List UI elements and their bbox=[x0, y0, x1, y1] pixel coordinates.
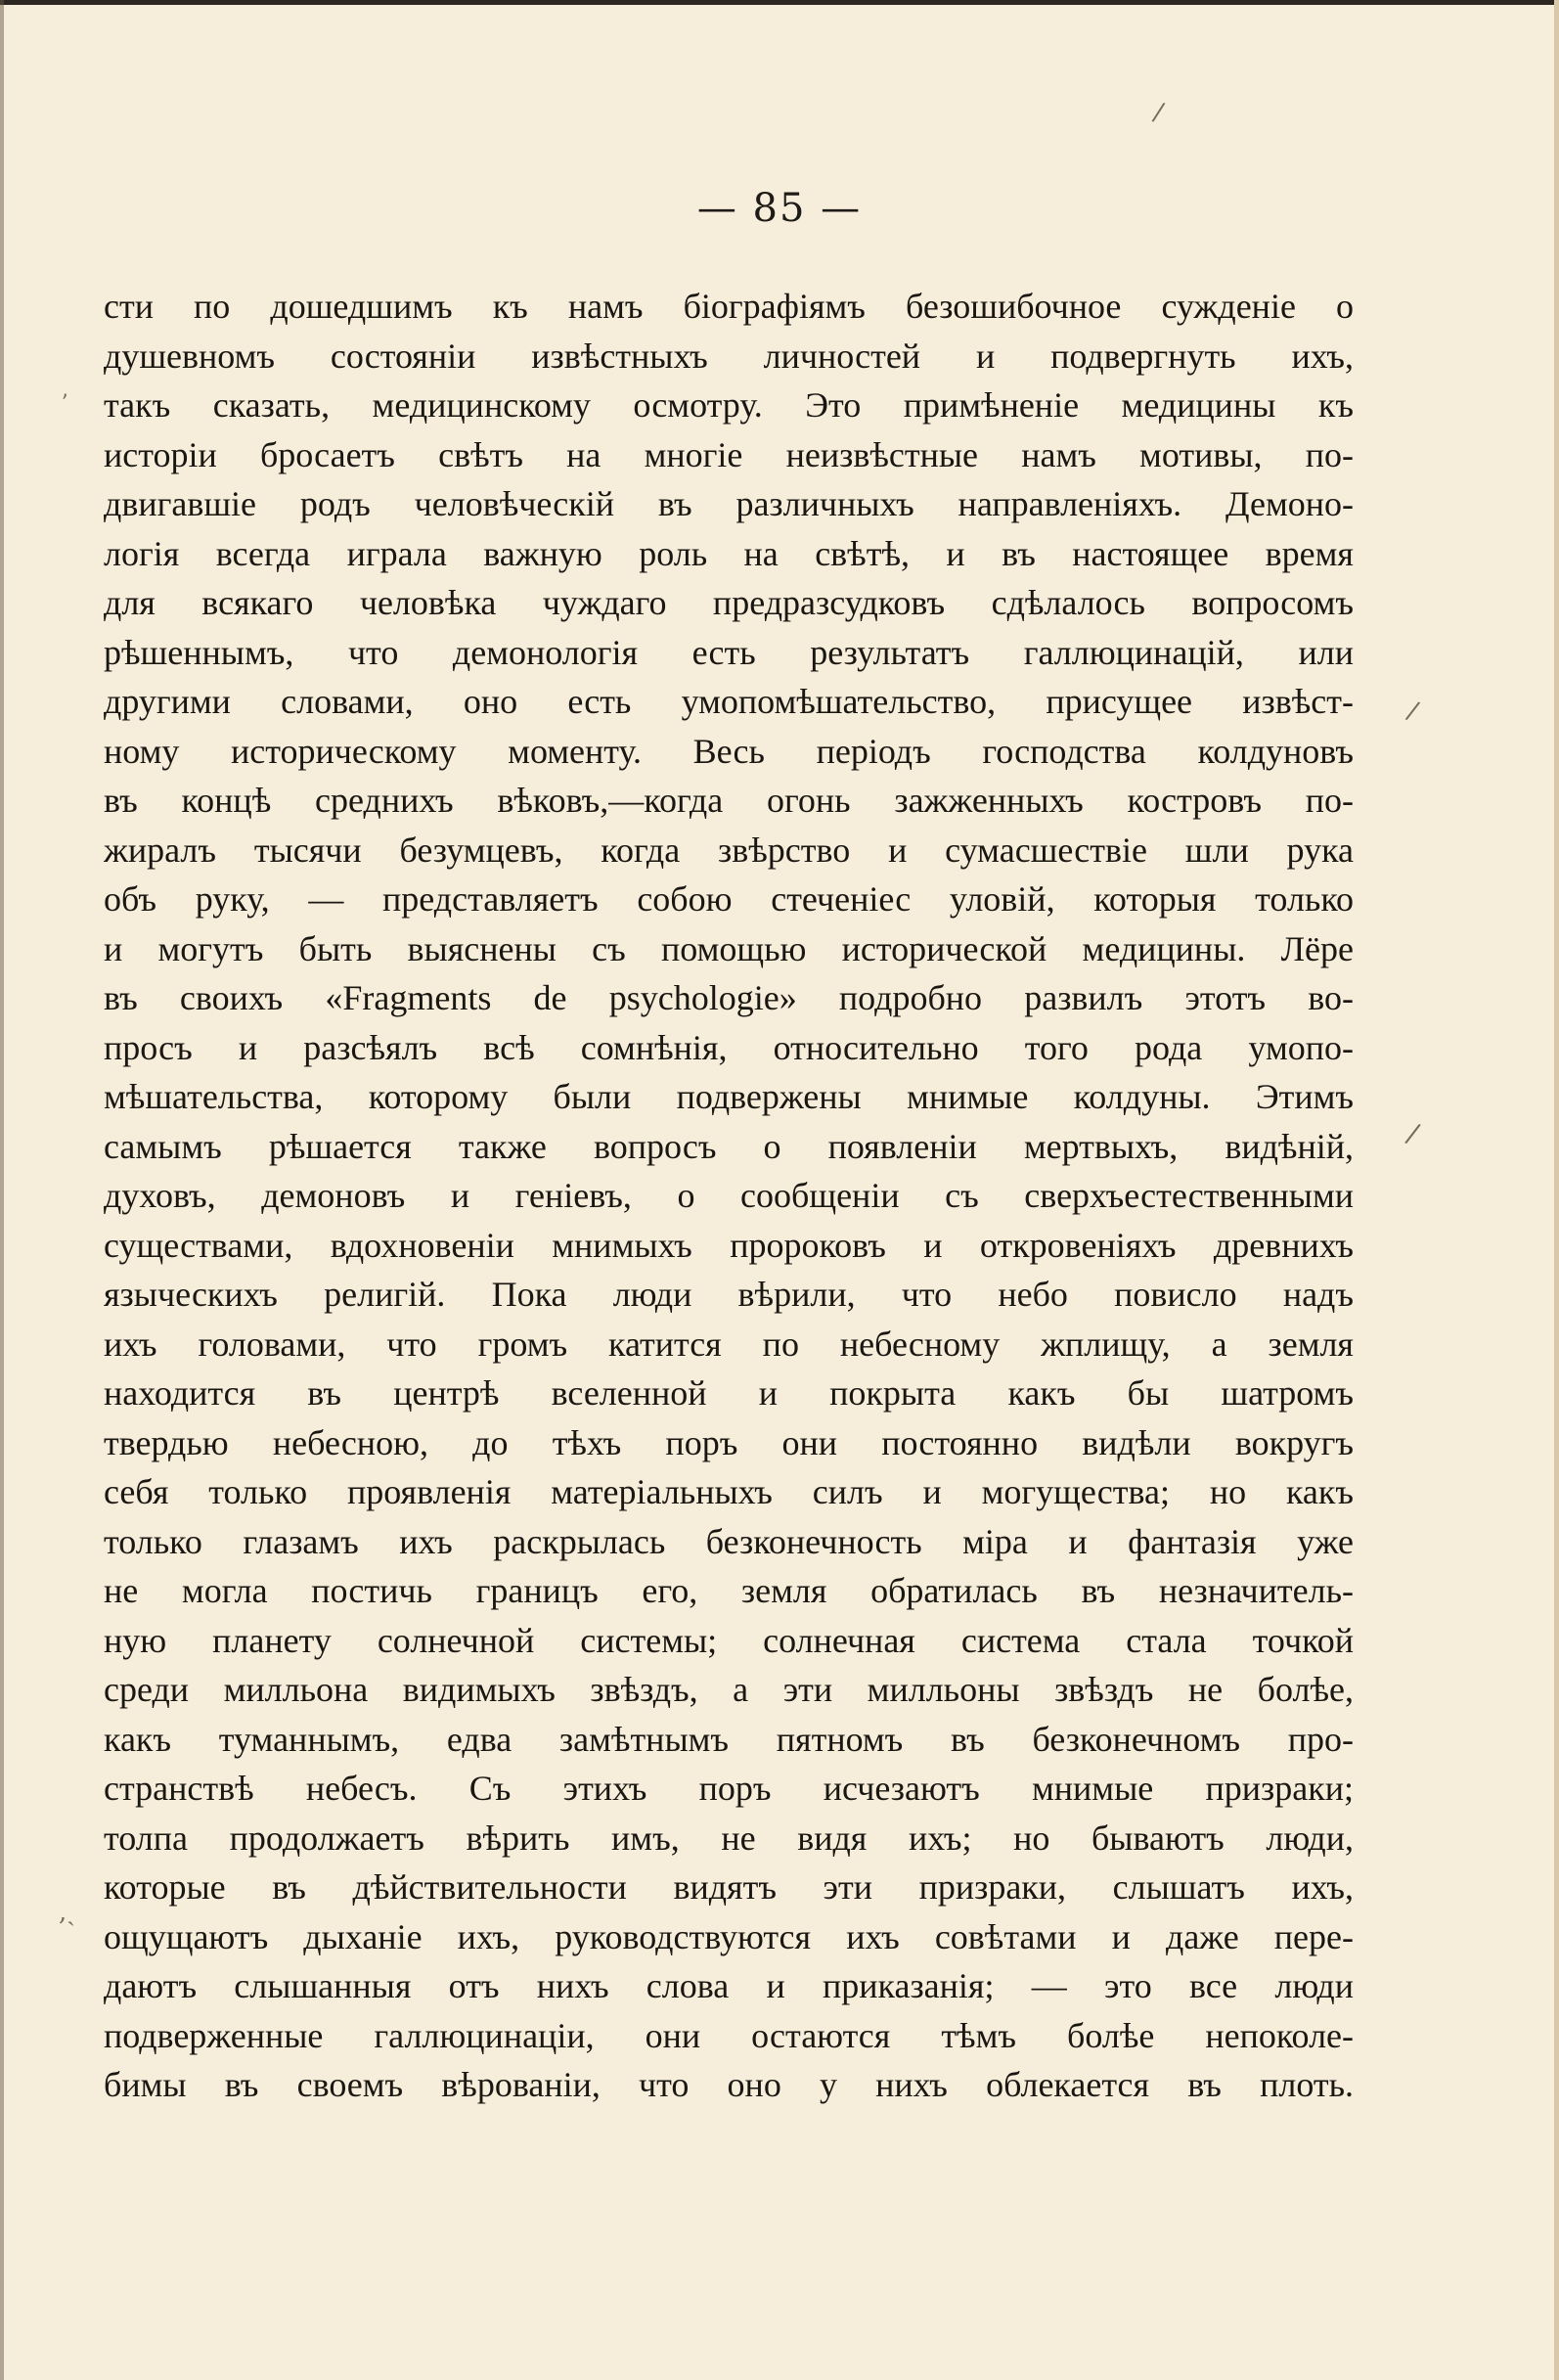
page-left-edge bbox=[0, 0, 4, 2380]
text-line: въ своихъ «Fragments de psychologie» подробно развилъ этотъ во- bbox=[104, 978, 1354, 1017]
page-number: — 85 — bbox=[696, 186, 863, 231]
text-line: ощущаютъ дыханіе ихъ, руководствуются ихъ совѣтами и даже пере- bbox=[104, 1916, 1354, 1956]
text-line: находится въ центрѣ вселенной и покрыта какъ бы шатромъ bbox=[104, 1373, 1354, 1413]
text-line: рѣшеннымъ, что демонологія есть результатъ галлюцинацій, или bbox=[104, 632, 1354, 672]
text-line: бимы въ своемъ вѣрованіи, что оно у нихъ облекается въ плоть. bbox=[104, 2065, 1354, 2104]
text-line: которые въ дѣйствительности видятъ эти призраки, слышатъ ихъ, bbox=[104, 1867, 1354, 1907]
text-line: подверженные галлюцинаціи, они остаются тѣмъ болѣе непоколе- bbox=[104, 2015, 1354, 2055]
text-line: объ руку, — представляетъ собою стеченіес уловій, которыя только bbox=[104, 879, 1354, 919]
text-line: двигавшіе родъ человѣческій въ различныхъ направленіяхъ. Демоно- bbox=[104, 484, 1354, 523]
text-line: себя только проявленія матеріальныхъ силъ и могущества; но какъ bbox=[104, 1472, 1354, 1511]
text-line: ному историческому моменту. Весь періодъ господства колдуновъ bbox=[104, 731, 1354, 771]
text-line: ихъ головами, что громъ катится по небесному жплищу, а земля bbox=[104, 1324, 1354, 1364]
text-line: не могла постичь границъ его, земля обратилась въ незначитель- bbox=[104, 1571, 1354, 1610]
page-top-edge bbox=[0, 0, 1559, 5]
text-line: ную планету солнечной системы; солнечная система стала точкой bbox=[104, 1620, 1354, 1660]
text-line: такъ сказать, медицинскому осмотру. Это примѣненіе медицины къ bbox=[104, 385, 1354, 425]
text-line: другими словами, оно есть умопомѣшательство, присущее извѣст- bbox=[104, 682, 1354, 721]
text-line: духовъ, демоновъ и геніевъ, о сообщеніи съ сверхъестественными bbox=[104, 1176, 1354, 1215]
text-line: въ концѣ среднихъ вѣковъ,—когда огонь зажженныхъ костровъ по- bbox=[104, 781, 1354, 820]
margin-pencil-mark: / bbox=[1403, 1116, 1423, 1150]
text-line: для всякаго человѣка чуждаго предразсудковъ сдѣлалось вопросомъ bbox=[104, 583, 1354, 622]
text-line: самымъ рѣшается также вопросъ о появленіи мертвыхъ, видѣній, bbox=[104, 1126, 1354, 1166]
text-line: душевномъ состояніи извѣстныхъ личностей и подвергнуть ихъ, bbox=[104, 336, 1354, 376]
text-line: только глазамъ ихъ раскрылась безконечность міра и фантазія уже bbox=[104, 1521, 1354, 1561]
text-line: даютъ слышанныя отъ нихъ слова и приказанія; — это все люди bbox=[104, 1966, 1354, 2005]
text-line: толпа продолжаетъ вѣрить имъ, не видя ихъ; но бываютъ люди, bbox=[104, 1818, 1354, 1858]
text-line: жиралъ тысячи безумцевъ, когда звѣрство и сумасшествіе шли рука bbox=[104, 830, 1354, 870]
margin-pencil-mark: / bbox=[1150, 97, 1167, 128]
text-line: твердью небесною, до тѣхъ поръ они постоянно видѣли вокругъ bbox=[104, 1422, 1354, 1462]
text-line: мѣшательства, которому были подвержены мнимые колдуны. Этимъ bbox=[104, 1077, 1354, 1116]
text-line: языческихъ религій. Пока люди вѣрили, что небо повисло надъ bbox=[104, 1275, 1354, 1314]
text-line: и могутъ быть выяснены съ помощью исторической медицины. Лёре bbox=[104, 928, 1354, 968]
text-line: среди милльона видимыхъ звѣздъ, а эти милльоны звѣздъ не болѣе, bbox=[104, 1670, 1354, 1709]
text-line: сти по дошедшимъ къ намъ біографіямъ безошибочное сужденіе о bbox=[104, 287, 1354, 326]
text-line: какъ туманнымъ, едва замѣтнымъ пятномъ въ безконечномъ про- bbox=[104, 1719, 1354, 1759]
margin-pencil-mark: ,ˎ bbox=[59, 1898, 75, 1927]
text-line: просъ и разсѣялъ всѣ сомнѣнія, относительно того рода умопо- bbox=[104, 1027, 1354, 1067]
page-right-edge bbox=[1554, 0, 1559, 2380]
margin-pencil-mark: ʼ bbox=[61, 391, 67, 416]
text-line: исторіи бросаетъ свѣтъ на многіе неизвѣстные намъ мотивы, по- bbox=[104, 434, 1354, 474]
body-text bbox=[104, 282, 1354, 2110]
text-line: логія всегда играла важную роль на свѣтѣ, и въ настоящее время bbox=[104, 533, 1354, 573]
text-line: странствѣ небесъ. Съ этихъ поръ исчезаютъ мнимые призраки; bbox=[104, 1769, 1354, 1808]
margin-pencil-mark: / bbox=[1403, 696, 1422, 727]
text-line: существами, вдохновеніи мнимыхъ пророковъ и откровеніяхъ древнихъ bbox=[104, 1225, 1354, 1265]
